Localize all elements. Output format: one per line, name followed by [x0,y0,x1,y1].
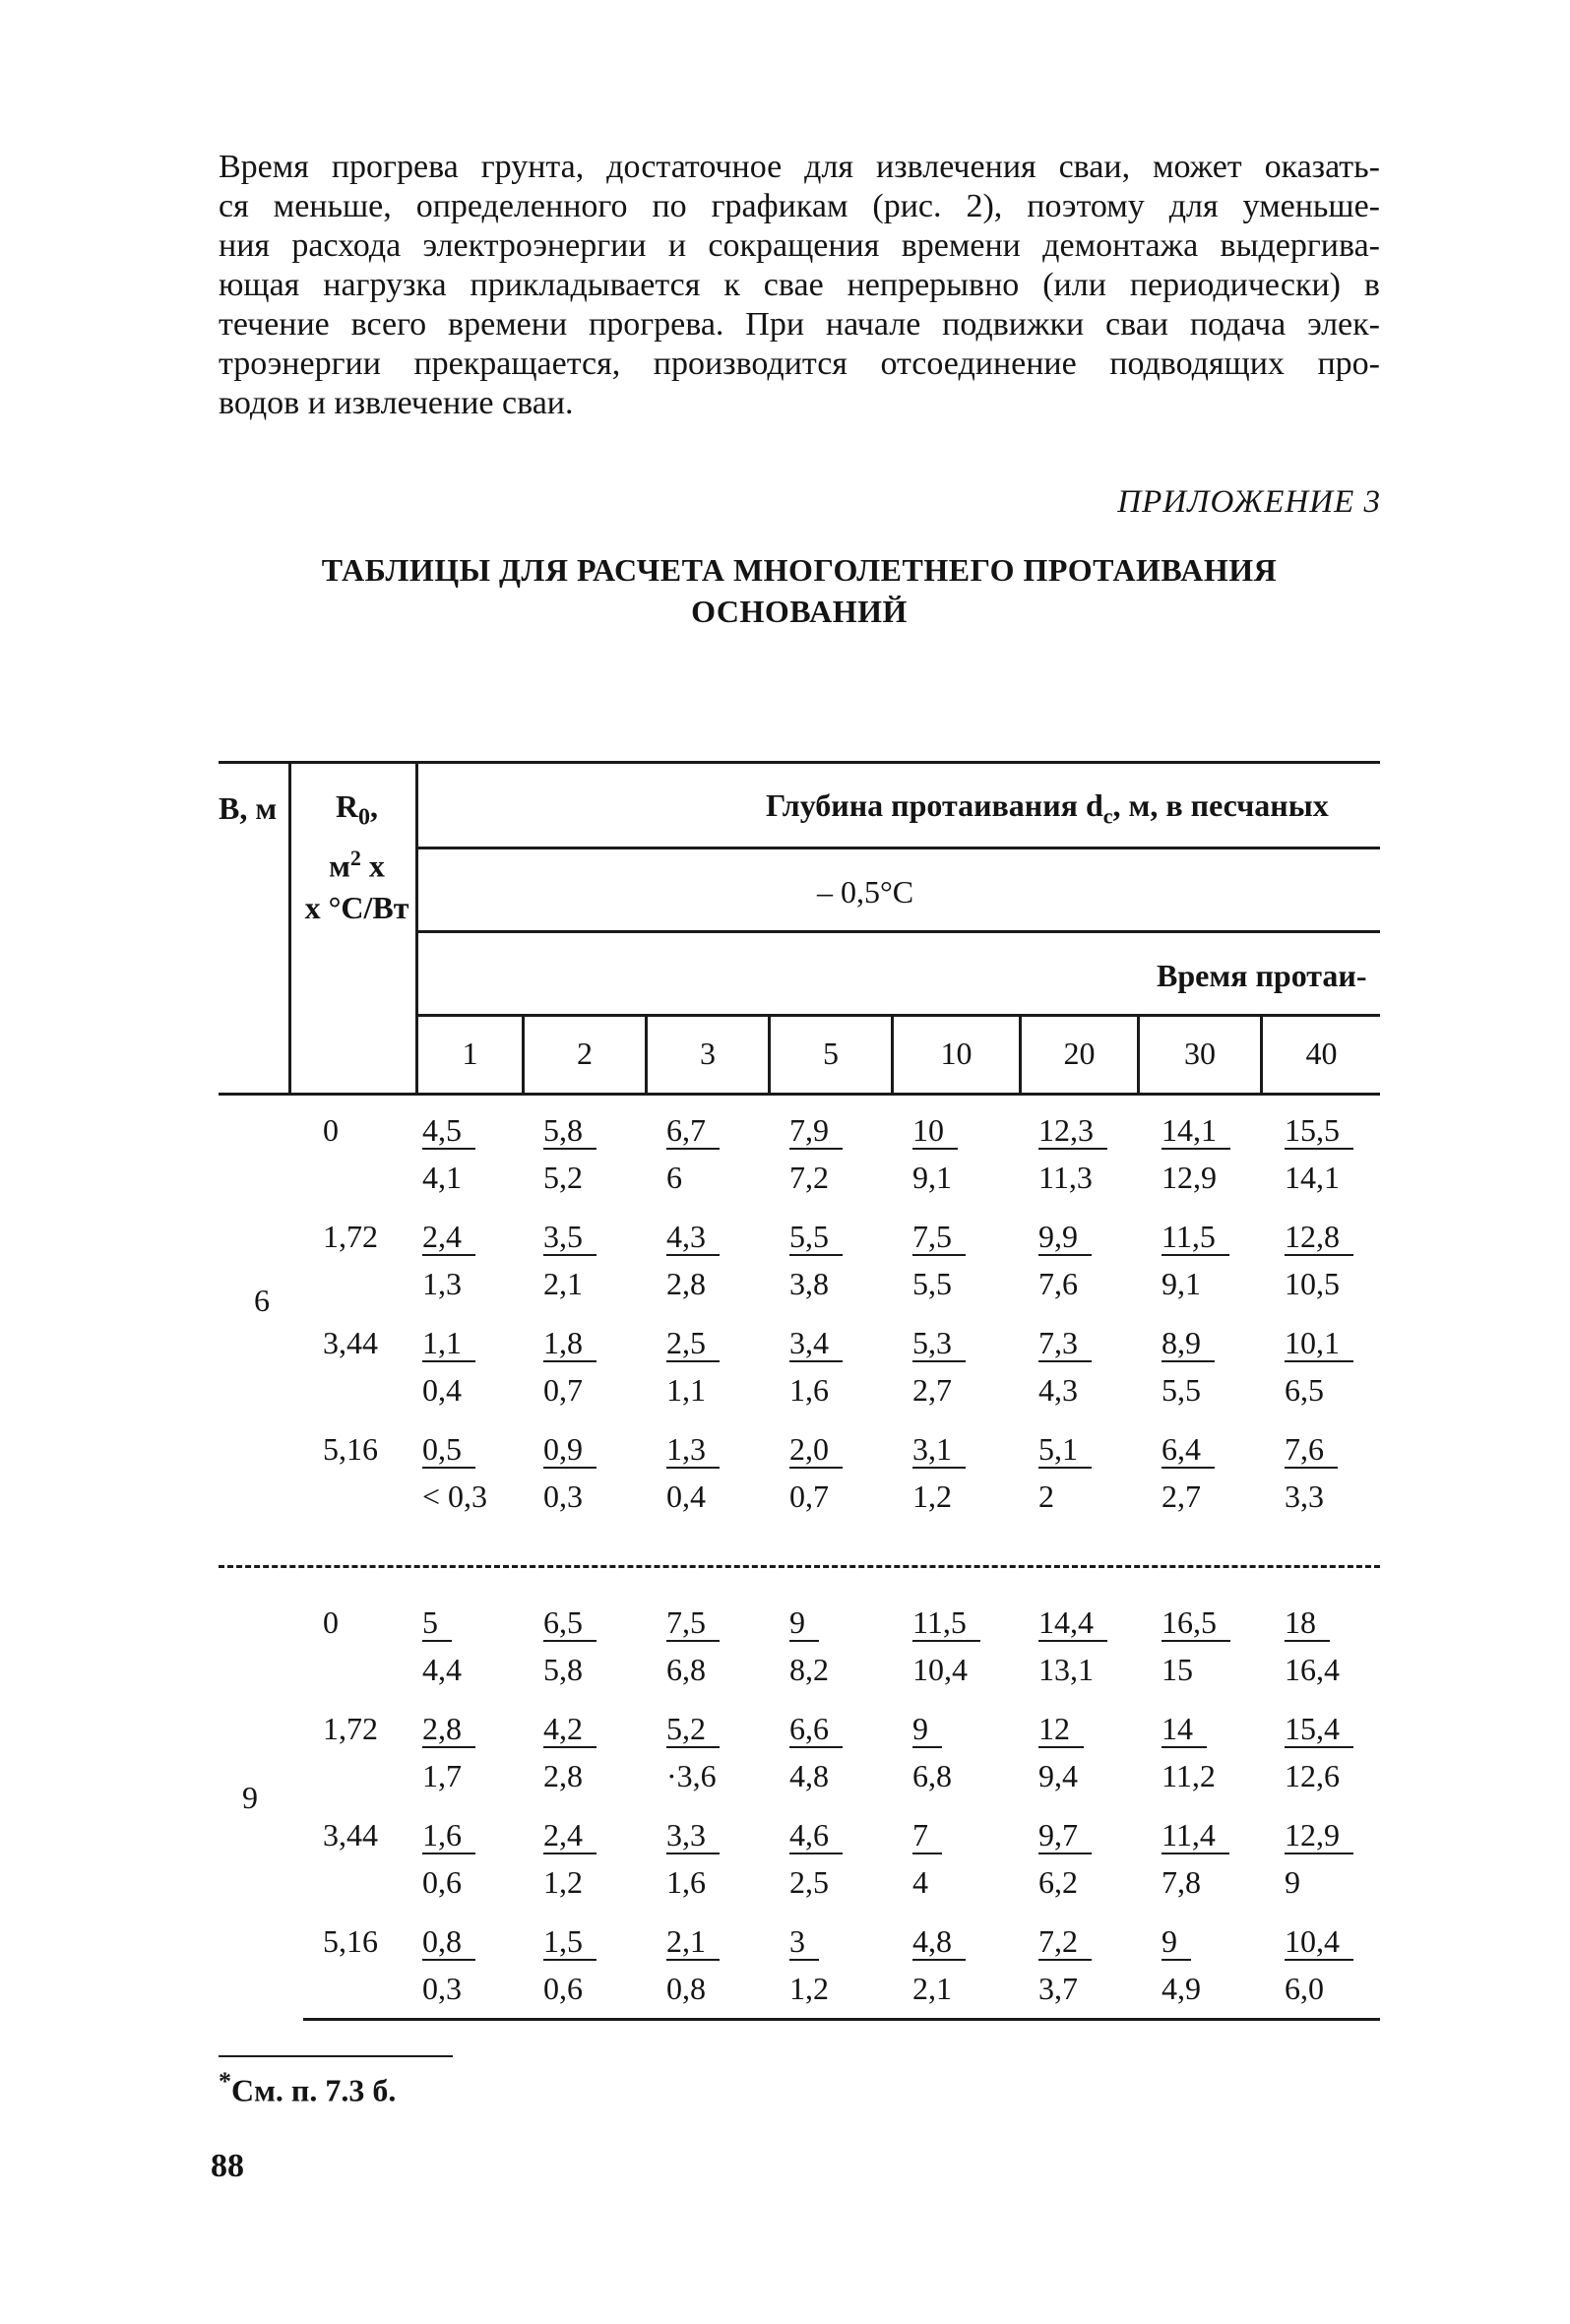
cell-value-denominator: 7,2 [789,1160,829,1195]
cell-value-numerator: 4,8 [912,1923,966,1961]
header-rule [418,930,1380,933]
cell-value-denominator: 1,2 [789,1971,829,2006]
page-number: 88 [211,2148,244,2184]
cell-value-numerator: 7,2 [1038,1923,1092,1961]
cell-value-denominator: 4,3 [1038,1372,1078,1408]
cell-value-denominator: 2,8 [666,1266,706,1301]
cell-value-denominator: 5,8 [543,1652,583,1687]
row-r-value: 5,16 [323,1431,378,1467]
year-header: 40 [1305,1036,1338,1071]
cell-value-denominator: 1,2 [543,1864,583,1900]
cell-value-denominator: 3,3 [1285,1478,1324,1514]
cell-value-numerator: 2,4 [543,1817,597,1854]
table-top-rule [219,761,1380,764]
cell-value-numerator: 9,7 [1038,1817,1092,1854]
cell-value-numerator: 18 [1285,1604,1330,1642]
cell-value-denominator: 4,1 [422,1160,462,1195]
cell-value-numerator: 7,5 [666,1604,720,1642]
row-r-value: 1,72 [323,1219,378,1254]
cell-value-denominator: 1,7 [422,1758,462,1793]
footnote-rule [219,2055,453,2057]
cell-value-numerator: 4,6 [789,1817,843,1854]
year-header: 3 [700,1036,716,1071]
cell-value-denominator: 11,2 [1162,1758,1216,1793]
cell-value-numerator: 14 [1162,1711,1207,1748]
cell-value-denominator: 4,8 [789,1758,829,1793]
cell-value-numerator: 3,1 [912,1431,966,1469]
cell-value-denominator: 4,9 [1162,1971,1201,2006]
cell-value-numerator: 9 [1162,1923,1191,1961]
cell-value-denominator: 16,4 [1285,1652,1340,1687]
cell-value-denominator: 4 [912,1864,928,1900]
page-title [219,549,1380,632]
cell-value-denominator: 6 [666,1160,682,1195]
cell-value-numerator: 4,5 [422,1112,475,1150]
cell-value-numerator: 3,5 [543,1219,597,1256]
cell-value-denominator: 5,2 [543,1160,583,1195]
cell-value-numerator: 6,6 [789,1711,843,1748]
cell-value-numerator: 16,5 [1162,1604,1230,1642]
cell-value-denominator: 3,7 [1038,1971,1078,2006]
cell-value-denominator: 1,1 [666,1372,706,1408]
header-depth: Глубина протаивания $d_с$, м, в песчаных [766,787,1329,829]
cell-value-numerator: 7,3 [1038,1325,1092,1362]
cell-value-numerator: 5,2 [666,1711,720,1748]
cell-value-numerator: 5,5 [789,1219,843,1256]
cell-value-numerator: 1,6 [422,1817,475,1854]
cell-value-numerator: 2,1 [666,1923,720,1961]
column-header-r: $R_0$, $м^2$ х х °С/Вт [304,788,409,926]
cell-value-numerator: 2,5 [666,1325,720,1362]
column-divider [288,761,291,1096]
cell-value-denominator: 1,6 [666,1864,706,1900]
cell-value-denominator: 6,8 [666,1652,706,1687]
group-b-value: 9 [242,1780,258,1815]
row-r-value: 0 [323,1604,339,1640]
cell-value-numerator: 0,9 [543,1431,597,1469]
cell-value-denominator: 0,4 [422,1372,462,1408]
cell-value-numerator: 5,1 [1038,1431,1092,1469]
row-r-value: 0 [323,1112,339,1148]
year-header: 20 [1063,1036,1096,1071]
paragraph-line: ния расхода электроэнергии и сокращения времени демонтажа выдергива- [219,227,1380,264]
cell-value-denominator: 1,3 [422,1266,462,1301]
cell-value-numerator: 3,4 [789,1325,843,1362]
year-header: 1 [462,1036,478,1071]
cell-value-denominator: 0,6 [422,1864,462,1900]
paragraph-line: троэнергии прекращается, производится отсоединение подводящих про- [219,345,1380,382]
cell-value-denominator: 5,5 [912,1266,952,1301]
cell-value-denominator: 0,8 [666,1971,706,2006]
body-paragraph [219,148,1380,423]
cell-value-numerator: 11,4 [1162,1817,1229,1854]
cell-value-denominator: 7,8 [1162,1864,1201,1900]
footnote: *См. п. 7.3 б. [219,2067,397,2108]
cell-value-denominator: 13,1 [1038,1652,1094,1687]
cell-value-numerator: 7,5 [912,1219,966,1256]
cell-value-numerator: 6,4 [1162,1431,1215,1469]
cell-value-denominator: 1,2 [912,1478,952,1514]
cell-value-numerator: 9 [789,1604,819,1642]
cell-value-numerator: 5,8 [543,1112,597,1150]
cell-value-numerator: 9,9 [1038,1219,1092,1256]
cell-value-numerator: 3,3 [666,1817,720,1854]
header-temperature: – 0,5°С [817,874,914,910]
row-r-value: 1,72 [323,1711,378,1746]
cell-value-numerator: 4,3 [666,1219,720,1256]
cell-value-numerator: 7,6 [1285,1431,1338,1469]
header-rule [418,847,1380,849]
cell-value-denominator: 7,6 [1038,1266,1078,1301]
cell-value-denominator: 11,3 [1038,1160,1093,1195]
cell-value-numerator: 10,1 [1285,1325,1353,1362]
cell-value-denominator: 0,7 [543,1372,583,1408]
cell-value-denominator: 2,5 [789,1864,829,1900]
cell-value-numerator: 14,4 [1038,1604,1107,1642]
cell-value-denominator: 3,8 [789,1266,829,1301]
year-header: 10 [940,1036,973,1071]
group-b-value: 6 [254,1283,270,1318]
cell-value-denominator: 12,9 [1162,1160,1217,1195]
cell-value-numerator: 12,8 [1285,1219,1353,1256]
cell-value-numerator: 1,5 [543,1923,597,1961]
cell-value-denominator: 10,5 [1285,1266,1340,1301]
paragraph-line: ющая нагрузка прикладывается к свае непрерывно (или периодически) в [219,267,1380,303]
table-bottom-rule [303,2018,1380,2021]
cell-value-denominator: 15 [1162,1652,1193,1687]
cell-value-denominator: ·3,6 [666,1758,717,1793]
cell-value-numerator: 9 [912,1711,942,1748]
cell-value-denominator: 9 [1285,1864,1300,1900]
cell-value-denominator: 6,2 [1038,1864,1078,1900]
cell-value-denominator: 2,8 [543,1758,583,1793]
cell-value-numerator: 5 [422,1604,452,1642]
cell-value-denominator: 12,6 [1285,1758,1340,1793]
cell-value-denominator: 2,1 [543,1266,583,1301]
cell-value-denominator: 2,1 [912,1971,952,2006]
cell-value-numerator: 1,1 [422,1325,475,1362]
cell-value-denominator: 2,7 [912,1372,952,1408]
cell-value-denominator: 6,0 [1285,1971,1324,2006]
cell-value-denominator: 0,6 [543,1971,583,2006]
header-time: Время протаи- [1157,958,1367,993]
cell-value-denominator: 9,1 [1162,1266,1201,1301]
cell-value-denominator: 0,4 [666,1478,706,1514]
cell-value-denominator: 5,5 [1162,1372,1201,1408]
cell-value-numerator: 12 [1038,1711,1084,1748]
group-separator [219,1565,1380,1568]
cell-value-numerator: 15,5 [1285,1112,1353,1150]
header-rule [418,1014,1380,1017]
column-header-b: В, м [219,790,278,826]
year-header: 2 [577,1036,593,1071]
cell-value-numerator: 10 [912,1112,958,1150]
row-r-value: 5,16 [323,1923,378,1959]
paragraph-line: течение всего времени прогрева. При начале подвижки сваи подача элек- [219,306,1380,343]
cell-value-numerator: 3 [789,1923,819,1961]
cell-value-numerator: 8,9 [1162,1325,1215,1362]
cell-value-denominator: 0,3 [422,1971,462,2006]
cell-value-denominator: 8,2 [789,1652,829,1687]
cell-value-numerator: 10,4 [1285,1923,1353,1961]
cell-value-denominator: 2 [1038,1478,1054,1514]
cell-value-numerator: 2,0 [789,1431,843,1469]
title-line: ТАБЛИЦЫ ДЛЯ РАСЧЕТА МНОГОЛЕТНЕГО ПРОТАИВАНИЯ [321,552,1278,588]
cell-value-denominator: 14,1 [1285,1160,1340,1195]
cell-value-numerator: 2,4 [422,1219,475,1256]
year-header: 5 [823,1036,839,1071]
paragraph-line: Время прогрева грунта, достаточное для извлечения сваи, может оказать- [219,149,1380,185]
row-r-value: 3,44 [323,1817,378,1853]
year-header: 30 [1184,1036,1216,1071]
cell-value-numerator: 1,8 [543,1325,597,1362]
cell-value-numerator: 12,3 [1038,1112,1107,1150]
cell-value-denominator: 6,5 [1285,1372,1324,1408]
cell-value-numerator: 4,2 [543,1711,597,1748]
cell-value-denominator: 0,7 [789,1478,829,1514]
header-bottom-rule [219,1093,1380,1096]
title-line: ОСНОВАНИЙ [691,594,908,629]
cell-value-denominator: 0,3 [543,1478,583,1514]
cell-value-numerator: 1,3 [666,1431,720,1469]
cell-value-denominator: 6,8 [912,1758,952,1793]
cell-value-denominator: 1,6 [789,1372,829,1408]
cell-value-numerator: 7 [912,1817,942,1854]
cell-value-denominator: 10,4 [912,1652,968,1687]
appendix-label: ПРИЛОЖЕНИЕ 3 [1117,484,1381,520]
cell-value-numerator: 0,8 [422,1923,475,1961]
row-r-value: 3,44 [323,1325,378,1360]
cell-value-numerator: 0,5 [422,1431,475,1469]
cell-value-numerator: 6,5 [543,1604,597,1642]
cell-value-numerator: 7,9 [789,1112,843,1150]
cell-value-numerator: 12,9 [1285,1817,1353,1854]
paragraph-line: водов и извлечение сваи. [219,385,574,421]
cell-value-denominator: 2,7 [1162,1478,1201,1514]
cell-value-numerator: 11,5 [912,1604,980,1642]
cell-value-numerator: 14,1 [1162,1112,1230,1150]
cell-value-numerator: 11,5 [1162,1219,1229,1256]
cell-value-denominator: 9,1 [912,1160,952,1195]
cell-value-numerator: 6,7 [666,1112,720,1150]
cell-value-denominator: 9,4 [1038,1758,1078,1793]
cell-value-numerator: 2,8 [422,1711,475,1748]
cell-value-numerator: 15,4 [1285,1711,1353,1748]
paragraph-line: ся меньше, определенного по графикам (рис. 2), поэтому для уменьше- [219,188,1380,224]
cell-value-denominator: < 0,3 [422,1478,488,1514]
cell-value-denominator: 4,4 [422,1652,462,1687]
cell-value-numerator: 5,3 [912,1325,966,1362]
